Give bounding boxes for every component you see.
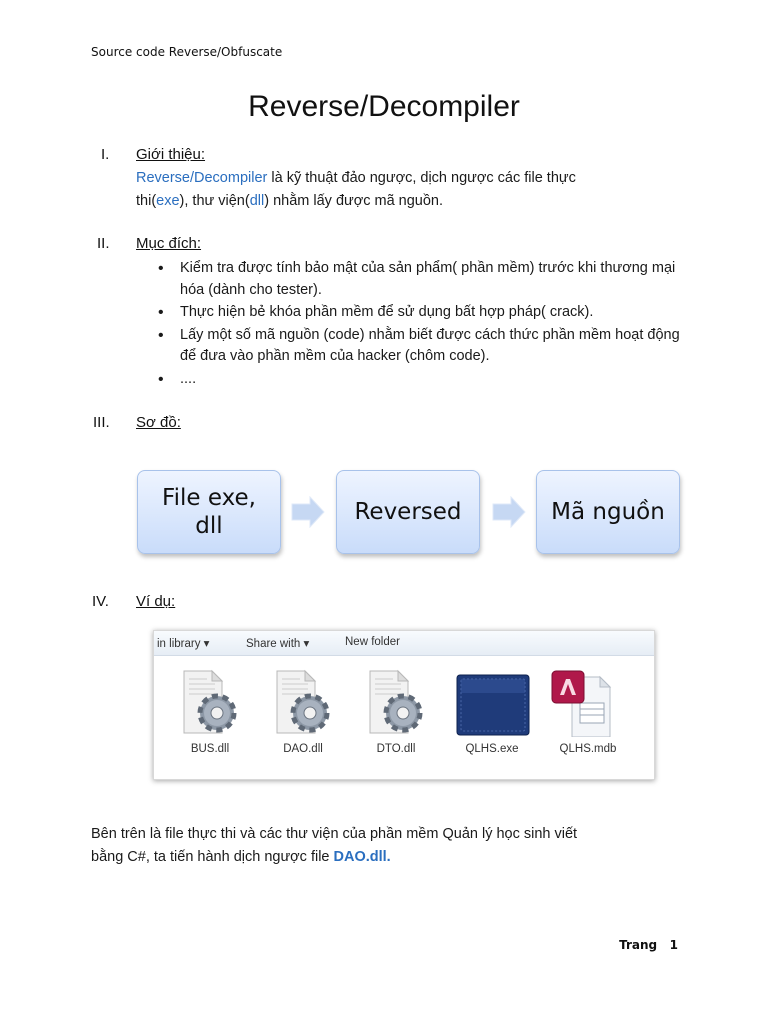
box-label: Mã nguồn [551,499,665,525]
file-name: DTO.dll [376,743,416,755]
intro-text-1: là kỹ thuật đảo ngược, dịch ngược các file thực [267,170,576,186]
intro-text-2b: ), thư viện( [179,193,250,209]
conclusion-line-1: Bên trên là file thực thi và các thư viện của phần mềm Quản lý học sinh viết [91,826,578,842]
page-header: Source code Reverse/Obfuscate [91,45,283,59]
access-db-icon [548,667,628,737]
dll-gear-icon [356,667,436,737]
intro-exe: exe [156,193,180,209]
section-heading-diagram: Sơ đồ: [136,414,181,431]
exe-icon [452,667,532,737]
section-heading-purpose: Mục đích: [136,235,202,252]
diagram-box-input [137,470,281,554]
explorer-screenshot [153,630,655,780]
section-number: IV. [92,593,109,610]
page-title: Reverse/Decompiler [248,90,520,123]
arrow-right-icon [290,496,326,528]
conclusion-file: DAO.dll. [333,849,391,865]
arrow-right-icon [491,496,527,528]
intro-term: Reverse/Decompiler [136,170,268,186]
purpose-list [158,258,688,391]
dll-gear-icon [263,667,343,737]
share-with-menu[interactable]: Share with ▾ [246,638,310,650]
intro-text-2a: thi( [136,193,157,209]
new-folder-button[interactable]: New folder [345,636,400,648]
list-item: • .... [158,369,688,391]
list-item: • Thực hiện bẻ khóa phần mềm để sử dụng bất hợp pháp( crack). [158,302,688,324]
section-number: III. [93,414,110,431]
intro-text-2c: ) nhằm lấy được mã nguồn. [264,193,444,209]
list-item: • Kiểm tra được tính bảo mật của sản phẩm( phần mềm) trước khi thương mại hóa (dành cho tester). [158,258,688,301]
dll-gear-icon [170,667,250,737]
section-heading-intro: Giới thiệu: [136,146,206,163]
footer-label: Trang [619,938,658,952]
box-label: Reversed [354,499,462,525]
diagram-box-reversed [336,470,480,554]
page-number: 1 [669,938,678,952]
intro-paragraph [136,167,696,213]
intro-dll: dll [249,193,265,209]
conclusion-line-2: bằng C#, ta tiến hành dịch ngược file [91,849,334,865]
explorer-toolbar [154,631,654,656]
file-name: QLHS.exe [465,743,519,755]
file-name: QLHS.mdb [559,743,617,755]
include-in-library-menu[interactable]: in library ▾ [157,638,210,650]
section-number: II. [97,235,110,252]
page-footer [619,938,678,952]
box-label-line2: dll [195,513,223,539]
conclusion-paragraph [91,823,691,869]
file-name: DAO.dll [283,743,323,755]
file-name: BUS.dll [190,743,230,755]
diagram-box-source [536,470,680,554]
section-heading-example: Ví dụ: [136,593,176,610]
list-item: • Lấy một số mã nguồn (code) nhằm biết được cách thức phần mềm hoạt động để đưa vào phần mềm của hacker (chôm code). [158,325,688,368]
section-number: I. [101,146,110,163]
box-label-line1: File exe, [162,485,256,511]
